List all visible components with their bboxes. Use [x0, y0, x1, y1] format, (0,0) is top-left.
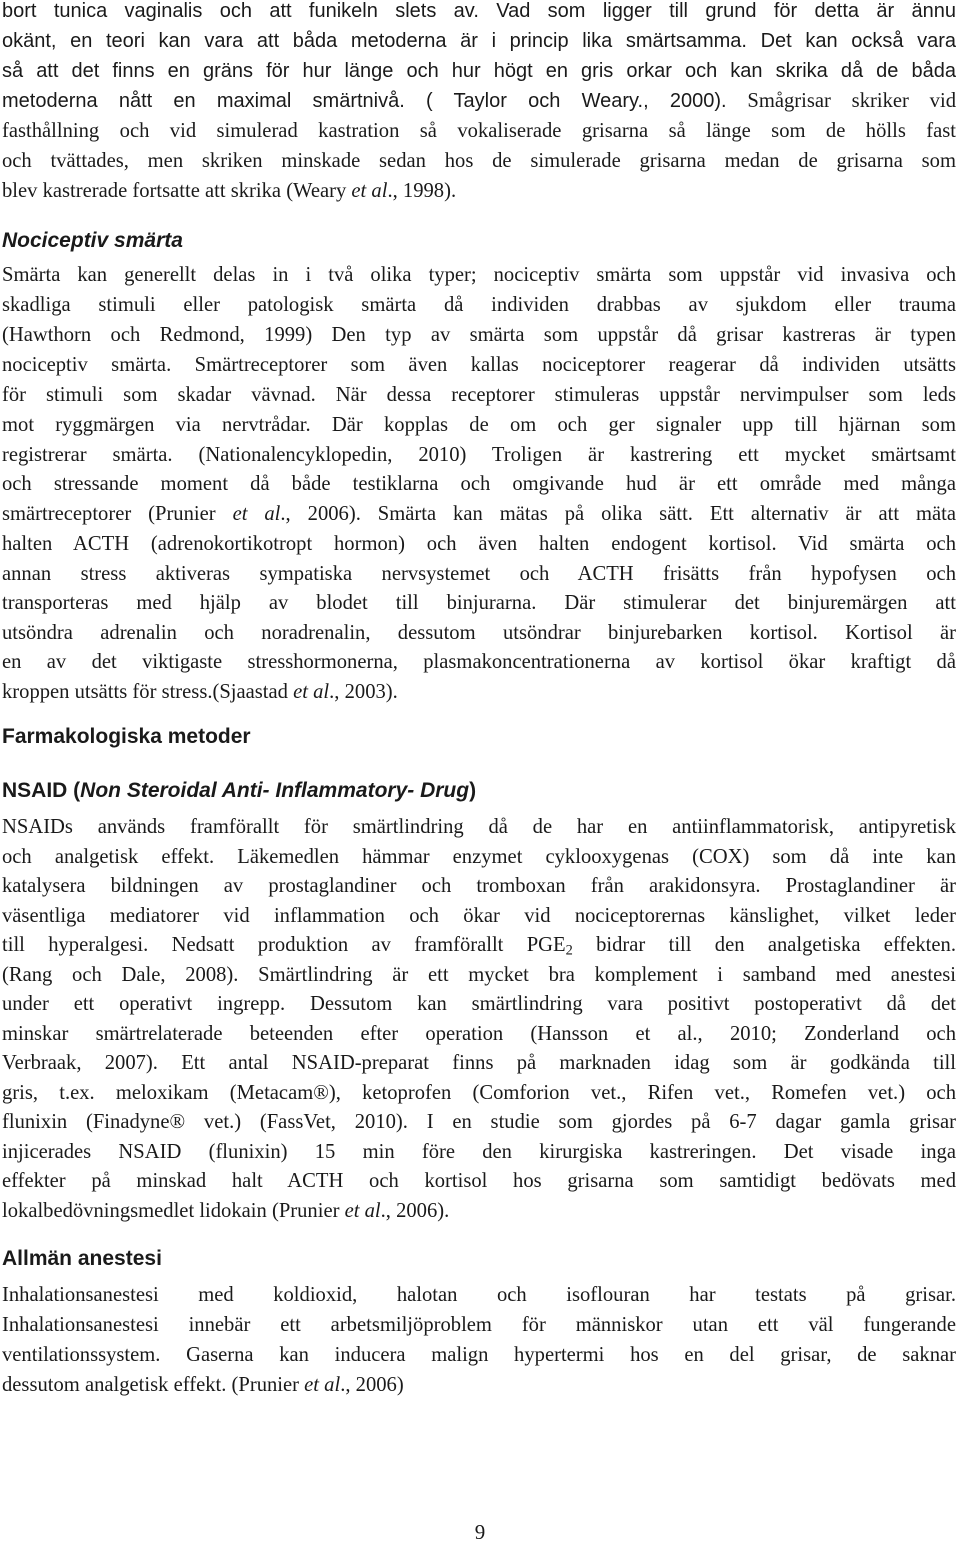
text-line: Verbraak, 2007). Ett antal NSAID-preparat finns på marknaden idag som är godkända till	[2, 1052, 956, 1074]
text-line	[2, 1196, 956, 1226]
text-line: (Hawthorn och Redmond, 1999) Den typ av smärta som uppstår då grisar kastreras är typen	[2, 324, 956, 346]
text-line: nociceptiv smärta. Smärtreceptorer som även kallas nociceptorer reagerar då individen utsätts	[2, 354, 956, 376]
heading-allman-anestesi: Allmän anestesi	[2, 1247, 162, 1270]
text-line: för stimuli som skadar vävnad. När dessa receptorer stimuleras uppstår nervimpulser som leds	[2, 384, 956, 406]
text-line: NSAIDs används framförallt för smärtlindring då de har en antiinflammatorisk, antipyretisk	[2, 816, 956, 838]
citation-italic: et al	[304, 1374, 341, 1396]
heading-italic: Non Steroidal Anti- Inflammatory- Drug	[80, 779, 470, 802]
text-span: Smågrisar skriker vid	[726, 90, 956, 112]
text-line: väsentliga mediatorer vid inflammation och ökar vid nociceptorernas känslighet, vilket leder	[2, 905, 956, 927]
text-span: metoderna nått en maximal smärtnivå. ( Taylor och Weary., 2000).	[2, 90, 727, 112]
text-line: katalysera bildningen av prostaglandiner och tromboxan från arakidonsyra. Prostaglandiner är	[2, 875, 956, 897]
citation-italic: et al	[344, 1200, 381, 1222]
text-line: skadliga stimuli eller patologisk smärta då individen drabbas av sjukdom eller trauma	[2, 294, 956, 316]
text-line: flunixin (Finadyne® vet.) (FassVet, 2010). I en studie som gjordes på 6-7 dagar gamla grisar	[2, 1111, 956, 1133]
text-line: injicerades NSAID (flunixin) 15 min före den kirurgiska kastreringen. Det visade inga	[2, 1141, 956, 1163]
text-line	[2, 499, 956, 529]
text-span: NSAID (	[2, 779, 81, 802]
text-span: ., 2003).	[329, 681, 398, 703]
citation-italic: et al	[351, 180, 388, 202]
text-line: (Rang och Dale, 2008). Smärtlindring är ett mycket bra komplement i samband med anestesi	[2, 964, 956, 986]
heading-nociceptiv-smarta: Nociceptiv smärta	[2, 229, 183, 252]
text-line	[2, 86, 956, 116]
text-line: Inhalationsanestesi med koldioxid, halotan och isoflouran har testats på grisar.	[2, 1284, 956, 1306]
text-span: )	[469, 779, 477, 802]
text-line: registrerar smärta. (Nationalencyklopedin, 2010) Troligen är kastrering ett mycket smärtsamt	[2, 444, 956, 466]
text-line: utsöndra adrenalin och noradrenalin, dessutom utsöndrar binjurebarken kortisol. Kortisol är	[2, 622, 956, 644]
citation-italic: et al	[232, 503, 281, 525]
text-line: och analgetisk effekt. Läkemedlen hämmar enzymet cyklooxygenas (COX) som då inte kan	[2, 846, 956, 868]
text-line: fasthållning och vid simulerad kastration så vokaliserade grisarna så länge som de hölls fast	[2, 120, 956, 142]
text-line: så att det finns en gräns för hur länge och hur högt en gris orkar och kan skrika då de båda	[2, 60, 956, 82]
text-line: mot ryggmärgen via nervtrådar. Där kopplas de om och ger signaler upp till hjärnan som	[2, 414, 956, 436]
text-span: ., 2006). Smärta kan mätas på olika sätt. Ett alternativ är att mäta	[280, 503, 957, 525]
text-span: kroppen utsätts för stress.(Sjaastad	[2, 681, 294, 703]
text-span: till hyperalgesi. Nedsatt produktion av framförallt PGE	[2, 934, 566, 956]
text-span: blev kastrerade fortsatte att skrika (Weary	[2, 180, 352, 202]
text-line: och tvättades, men skriken minskade sedan hos de simulerade grisarna medan de grisarna som	[2, 150, 956, 172]
text-line: Inhalationsanestesi innebär ett arbetsmiljöproblem för människor utan ett väl fungerande	[2, 1314, 956, 1336]
text-span: ., 2006)	[340, 1374, 404, 1396]
text-span: ., 1998).	[387, 180, 457, 202]
text-line: Smärta kan generellt delas in i två olika typer; nociceptiv smärta som uppstår vid invasiva och	[2, 264, 956, 286]
text-line: ventilationssystem. Gaserna kan inducera malign hypertermi hos en del grisar, de saknar	[2, 1344, 956, 1366]
heading-nsaid	[2, 776, 476, 806]
text-span: ., 2006).	[380, 1200, 450, 1222]
text-span: smärtreceptorer (Prunier	[2, 503, 233, 525]
text-line	[2, 176, 956, 206]
text-line: under ett operativt ingrepp. Dessutom kan smärtlindring vara positivt postoperativt då det	[2, 993, 956, 1015]
text-span: dessutom analgetisk effekt. (Prunier	[2, 1374, 305, 1396]
text-line: halten ACTH (adrenokortikotropt hormon) och även halten endogent kortisol. Vid smärta och	[2, 533, 956, 555]
text-line: minskar smärtrelaterade beteenden efter operation (Hansson et al., 2010; Zonderland och	[2, 1023, 956, 1045]
text-line: en av det viktigaste stresshormonerna, plasmakoncentrationerna av kortisol ökar kraftigt då	[2, 651, 956, 673]
text-line	[2, 930, 956, 960]
citation-italic: et al	[293, 681, 330, 703]
page-number: 9	[474, 1520, 486, 1544]
subscript: 2	[565, 942, 573, 959]
text-span: lokalbedövningsmedlet lidokain (Prunier	[2, 1200, 345, 1222]
text-line: gris, t.ex. meloxikam (Metacam®), ketoprofen (Comforion vet., Rifen vet., Romefen vet.) och	[2, 1082, 956, 1104]
text-line: transporteras med hjälp av blodet till binjurarna. Där stimulerar det binjuremärgen att	[2, 592, 956, 614]
text-line: och stressande moment då både testiklarna och omgivande hud är ett område med många	[2, 473, 956, 495]
heading-farmakologiska-metoder: Farmakologiska metoder	[2, 725, 251, 748]
text-line: effekter på minskad halt ACTH och kortisol hos grisarna som samtidigt bedövats med	[2, 1170, 956, 1192]
text-line: okänt, en teori kan vara att båda metoderna är i princip lika smärtsamma. Det kan också vara	[2, 30, 956, 52]
text-line: bort tunica vaginalis och att funikeln slets av. Vad som ligger till grund för detta är ännu	[2, 0, 956, 22]
text-line: annan stress aktiveras sympatiska nervsystemet och ACTH frisätts från hypofysen och	[2, 563, 956, 585]
text-line	[2, 1370, 956, 1400]
text-line	[2, 677, 956, 707]
text-span: bidrar till den analgetiska effekten.	[572, 934, 956, 956]
